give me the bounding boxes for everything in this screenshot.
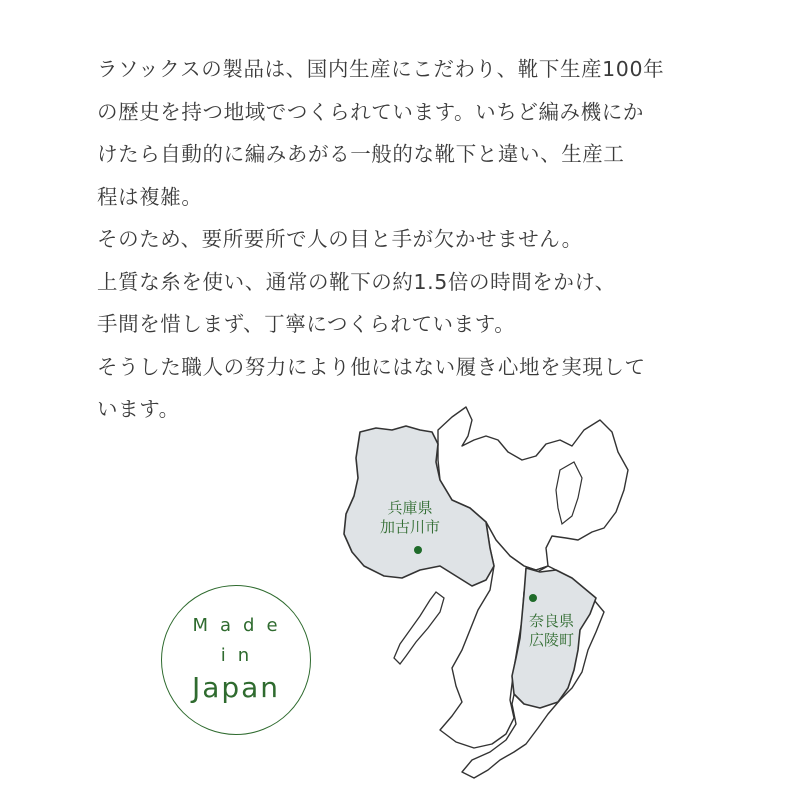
text-line: 上質な糸を使い、通常の靴下の約1.5倍の時間をかけ、 — [97, 269, 616, 294]
text-line: ラソックスの製品は、国内生産にこだわり、靴下生産100年 — [97, 57, 665, 81]
text-line: けたら自動的に編みあがる一般的な靴下と違い、生産工 — [97, 142, 625, 166]
koryo-marker — [529, 594, 537, 602]
text-line: います。 — [97, 397, 180, 421]
text-line: 手間を惜しまず、丁寧につくられています。 — [97, 312, 516, 336]
city-name: 広陵町 — [529, 631, 575, 649]
prefecture-name: 奈良県 — [529, 612, 575, 630]
stamp-line-made: Made — [192, 615, 290, 636]
awaji-island — [394, 592, 444, 664]
stamp-line-in: in — [220, 645, 262, 666]
nara-label — [529, 612, 574, 650]
city-name: 加古川市 — [380, 518, 441, 536]
text-line: の歴史を持つ地域でつくられています。いちど編み機にか — [97, 99, 644, 124]
stamp-line-japan: Japan — [191, 671, 281, 704]
kakogawa-marker — [414, 546, 422, 554]
text-line: 程は複雑。 — [97, 184, 203, 209]
text-line: そうした職人の努力により他にはない履き心地を実現して — [97, 354, 646, 379]
made-in-japan-stamp — [161, 585, 311, 735]
text-line: そのため、要所要所で人の目と手が欠かせません。 — [97, 227, 583, 251]
prefecture-name: 兵庫県 — [387, 499, 433, 517]
hyogo-label — [380, 499, 440, 537]
